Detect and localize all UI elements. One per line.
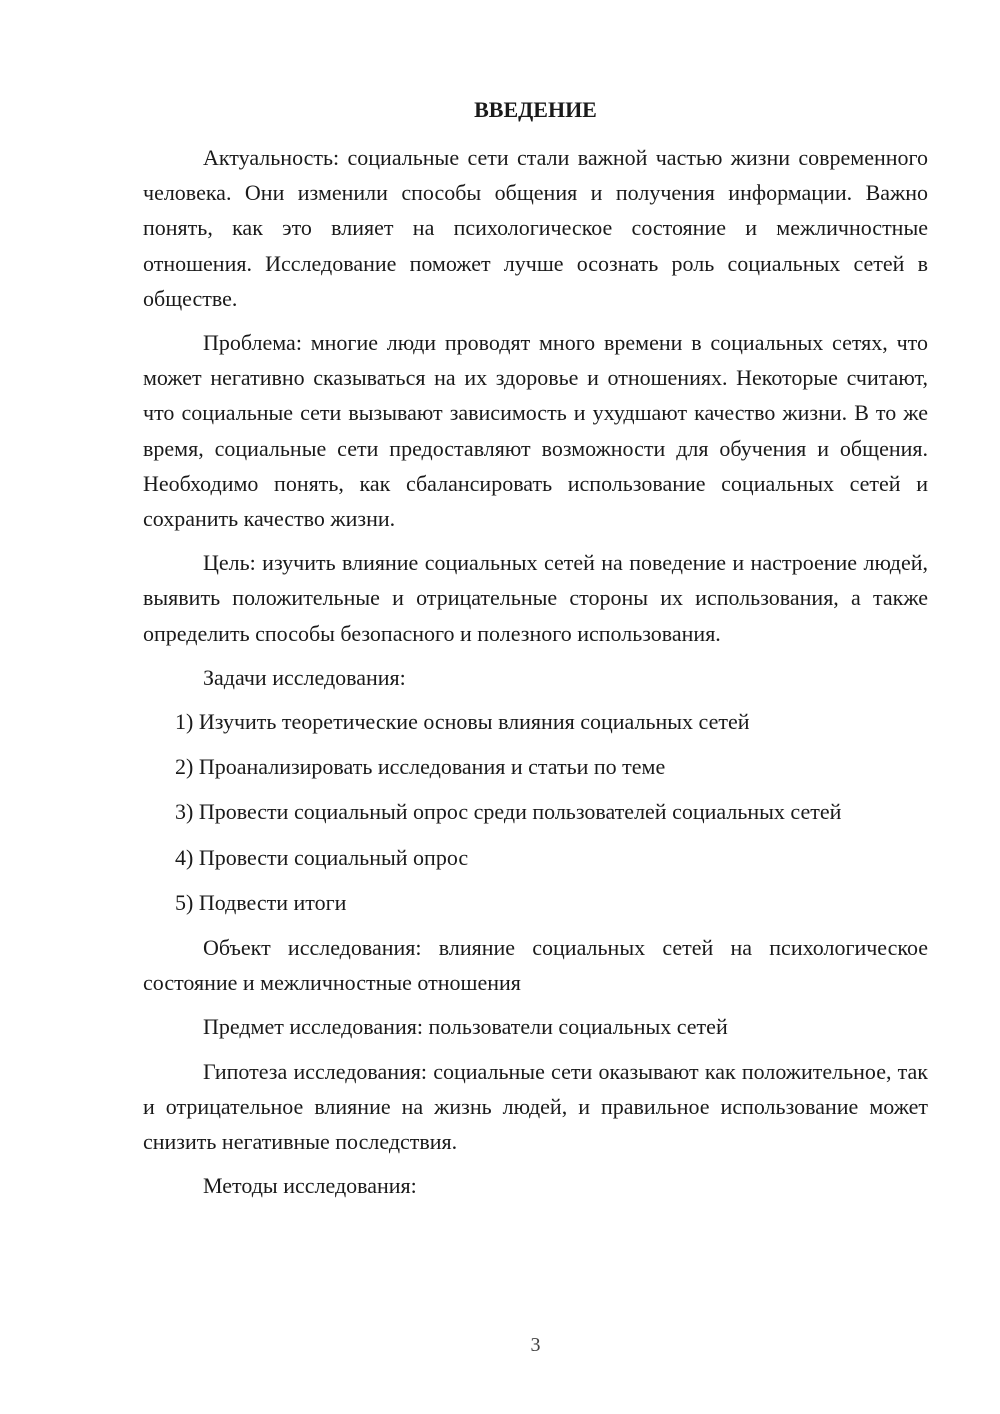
page-title: ВВЕДЕНИЕ <box>474 97 597 122</box>
object-paragraph: Объект исследования: влияние социальных сетей на психологическое состояние и межличностные отношения <box>143 935 928 996</box>
hypothesis-paragraph: Гипотеза исследования: социальные сети оказывают как положительное, так и отрицательное влияние на жизнь людей, и правильное использование может снизить негативные последствия. <box>143 1058 928 1155</box>
relevance-paragraph: Актуальность: социальные сети стали важной частью жизни современного человека. Они изменили способы общения и получения информации. Важно понять, как это влияет на психологическое состояние и межличностные отношения. Исследование поможет лучше осознать роль социальных сетей в обществе. <box>143 145 928 311</box>
methods-heading: Методы исследования: <box>203 1173 417 1199</box>
document-body <box>143 140 928 1212</box>
task-item: 2) Проанализировать исследования и статьи по теме <box>175 754 666 780</box>
goal-paragraph: Цель: изучить влияние социальных сетей на поведение и настроение людей, выявить положительные и отрицательные стороны их использования, а также определить способы безопасного и полезного использования. <box>143 550 928 646</box>
page-number: 3 <box>530 1334 541 1356</box>
document-page <box>143 0 928 1414</box>
task-item: 1) Изучить теоретические основы влияния социальных сетей <box>175 709 750 735</box>
subject-paragraph: Предмет исследования: пользователи социальных сетей <box>203 1014 728 1040</box>
task-item: 4) Провести социальный опрос <box>175 844 469 870</box>
task-item: 3) Провести социальный опрос среди пользователей социальных сетей <box>175 799 842 825</box>
tasks-heading: Задачи исследования: <box>203 664 406 690</box>
task-item: 5) Подвести итоги <box>175 889 347 915</box>
problem-paragraph: Проблема: многие люди проводят много времени в социальных сетях, что может негативно сказываться на их здоровье и отношениях. Некоторые считают, что социальные сети вызывают зависимость и ухудшают качество жизни. В то же время, социальные сети предоставляют возможности для обучения и общения. Необходимо понять, как сбалансировать использование социальных сетей и сохранить качество жизни. <box>143 330 928 532</box>
